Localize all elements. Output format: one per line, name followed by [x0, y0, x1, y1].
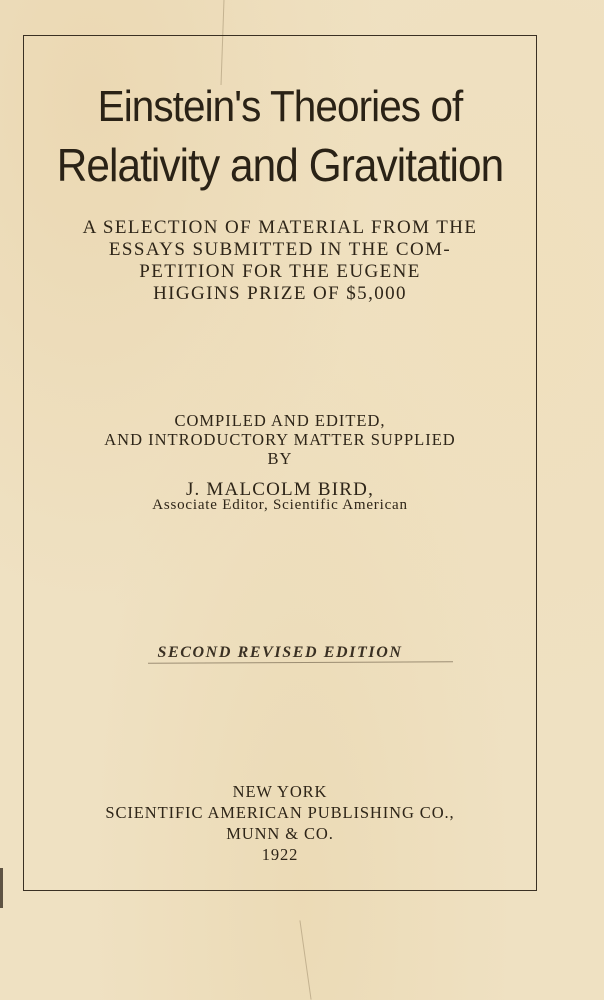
imprint-publisher: SCIENTIFIC AMERICAN PUBLISHING CO., — [105, 803, 455, 822]
credit-line: COMPILED AND EDITED, — [174, 411, 386, 430]
book-title-line-1: Einstein's Theories of — [97, 82, 463, 131]
publisher-imprint — [23, 781, 537, 865]
paper-crease-bottom — [299, 920, 311, 999]
credit-line: AND INTRODUCTORY MATTER SUPPLIED — [104, 430, 456, 449]
subtitle-line: PETITION FOR THE EUGENE — [139, 261, 421, 282]
imprint-city: NEW YORK — [232, 782, 328, 801]
imprint-year: 1922 — [261, 845, 299, 864]
author-name: J. MALCOLM BIRD, — [185, 479, 375, 500]
imprint-publisher-secondary: MUNN & CO. — [226, 824, 334, 843]
book-subtitle — [23, 217, 537, 305]
edition-statement: SECOND REVISED EDITION — [157, 644, 403, 661]
book-title — [23, 78, 537, 194]
book-title-line-2: Relativity and Gravitation — [56, 139, 504, 191]
subtitle-line: A SELECTION OF MATERIAL FROM THE — [82, 217, 478, 238]
author-affiliation: Associate Editor, Scientific American — [152, 497, 408, 513]
subtitle-line: HIGGINS PRIZE OF $5,000 — [153, 283, 407, 304]
credit-line: BY — [267, 449, 293, 468]
binding-edge-mark — [0, 868, 3, 908]
compilation-credit — [23, 411, 537, 468]
subtitle-line: ESSAYS SUBMITTED IN THE COM- — [108, 239, 452, 260]
